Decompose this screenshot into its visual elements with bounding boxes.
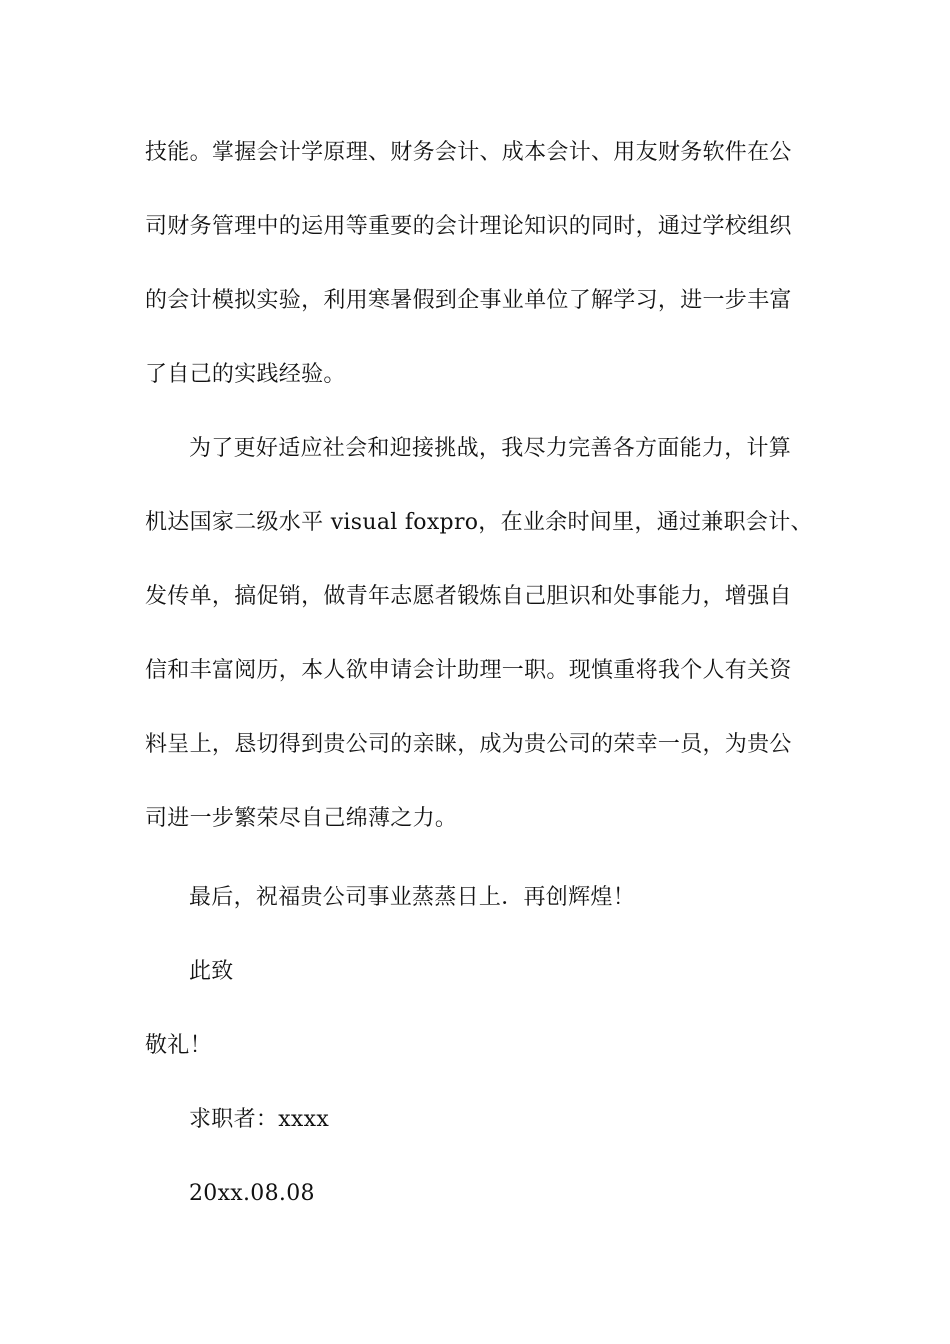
paragraph-2-line-5: 料呈上，恳切得到贵公司的亲睐，成为贵公司的荣幸一员，为贵公	[145, 732, 792, 757]
paragraph-2-line-6: 司进一步繁荣尽自己绵薄之力。	[145, 806, 458, 831]
paragraph-1-line-1: 技能。掌握会计学原理、财务会计、成本会计、用友财务软件在公	[145, 140, 792, 165]
salutation-jingli: 敬礼！	[145, 1033, 212, 1058]
paragraph-1-line-4: 了自己的实践经验。	[145, 362, 346, 387]
paragraph-2-line-4: 信和丰富阅历，本人欲申请会计助理一职。现慎重将我个人有关资	[145, 658, 792, 683]
salutation-cizhi: 此致	[189, 959, 234, 984]
paragraph-2-line-1: 为了更好适应社会和迎接挑战，我尽力完善各方面能力，计算	[189, 436, 792, 461]
closing-wish: 最后，祝福贵公司事业蒸蒸日上．再创辉煌！	[189, 885, 636, 910]
date: 20xx.08.08	[189, 1181, 315, 1206]
signature: 求职者：xxxx	[189, 1107, 330, 1132]
paragraph-1-line-2: 司财务管理中的运用等重要的会计理论知识的同时，通过学校组织	[145, 214, 792, 239]
paragraph-2-line-2: 机达国家二级水平 visual foxpro，在业余时间里，通过兼职会计、	[145, 510, 813, 535]
paragraph-2-line-3: 发传单，搞促销，做青年志愿者锻炼自己胆识和处事能力，增强自	[145, 584, 792, 609]
paragraph-1-line-3: 的会计模拟实验，利用寒暑假到企事业单位了解学习，进一步丰富	[145, 288, 792, 313]
